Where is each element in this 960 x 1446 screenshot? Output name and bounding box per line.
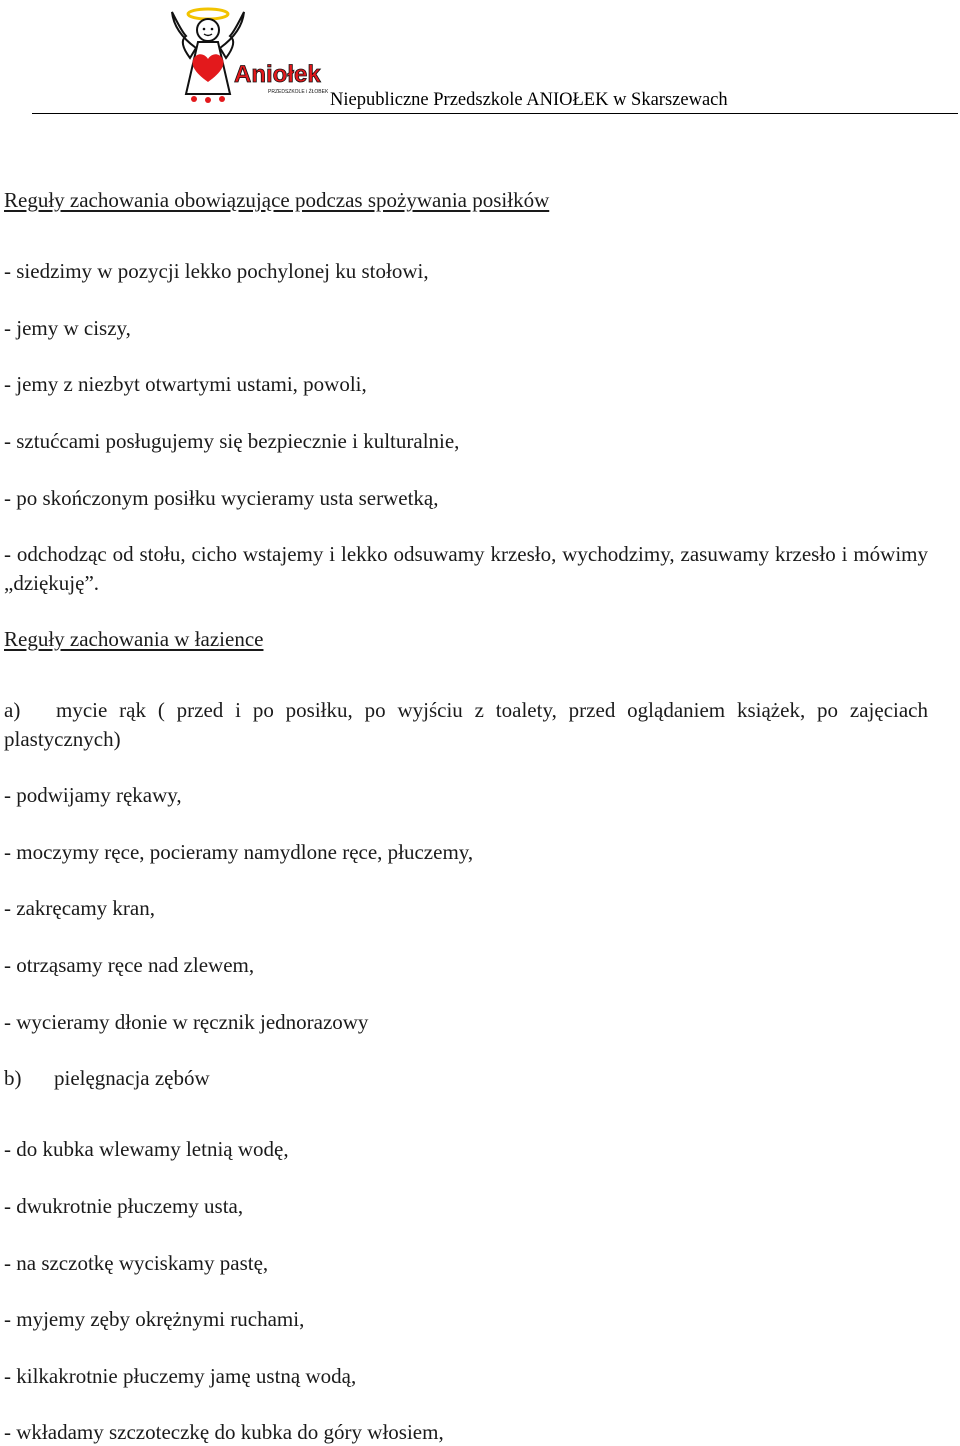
list-item: - jemy w ciszy,	[4, 316, 131, 340]
list-item: - siedzimy w pozycji lekko pochylonej ku stołowi,	[4, 259, 429, 283]
angel-logo	[168, 2, 328, 106]
header-divider	[32, 113, 958, 114]
list-item: - do kubka wlewamy letnią wodę,	[4, 1137, 289, 1161]
document-header	[0, 0, 960, 118]
list-item: - otrząsamy ręce nad zlewem,	[4, 953, 255, 977]
list-item: - myjemy zęby okrężnymi ruchami,	[4, 1307, 305, 1331]
list-item: - dwukrotnie płuczemy usta,	[4, 1194, 244, 1218]
list-item: - wkładamy szczoteczkę do kubka do góry włosiem,	[4, 1420, 444, 1444]
section-title-meals: Reguły zachowania obowiązujące podczas spożywania posiłków	[4, 188, 550, 212]
list-item: - zakręcamy kran,	[4, 896, 155, 920]
list-item: - na szczotkę wyciskamy pastę,	[4, 1251, 269, 1275]
list-item: - podwijamy rękawy,	[4, 783, 182, 807]
list-item: - po skończonym posiłku wycieramy usta serwetką,	[4, 486, 439, 510]
list-item: - kilkakrotnie płuczemy jamę ustną wodą,	[4, 1364, 357, 1388]
logo-wordmark: Aniołek	[234, 61, 321, 88]
section-title-bathroom: Reguły zachowania w łazience	[4, 627, 264, 651]
list-item: - sztućcami posługujemy się bezpiecznie i kulturalnie,	[4, 429, 460, 453]
list-item: - wycieramy dłonie w ręcznik jednorazowy	[4, 1010, 369, 1034]
subsection-a	[4, 696, 928, 754]
angel-icon	[168, 2, 328, 106]
subsection-b	[4, 1064, 210, 1092]
subsection-b-text: pielęgnacja zębów	[54, 1066, 210, 1090]
list-item: - moczymy ręce, pocieramy namydlone ręce, płuczemy,	[4, 840, 474, 864]
logo-subtext: PRZEDSZKOLE i ŻŁOBEK	[268, 89, 328, 95]
subsection-a-label: a)	[4, 698, 21, 722]
school-name: Niepubliczne Przedszkole ANIOŁEK w Skarszewach	[330, 90, 728, 110]
list-item: - jemy z niezbyt otwartymi ustami, powoli,	[4, 372, 367, 396]
list-item: - odchodząc od stołu, cicho wstajemy i lekko odsuwamy krzesło, wychodzimy, zasuwamy krzesło i mówimy „dziękuję”.	[4, 542, 928, 595]
subsection-a-text: mycie rąk ( przed i po posiłku, po wyjściu z toalety, przed oglądaniem książek, po zajęciach plastycznych)	[4, 698, 928, 751]
subsection-b-label: b)	[4, 1066, 22, 1090]
